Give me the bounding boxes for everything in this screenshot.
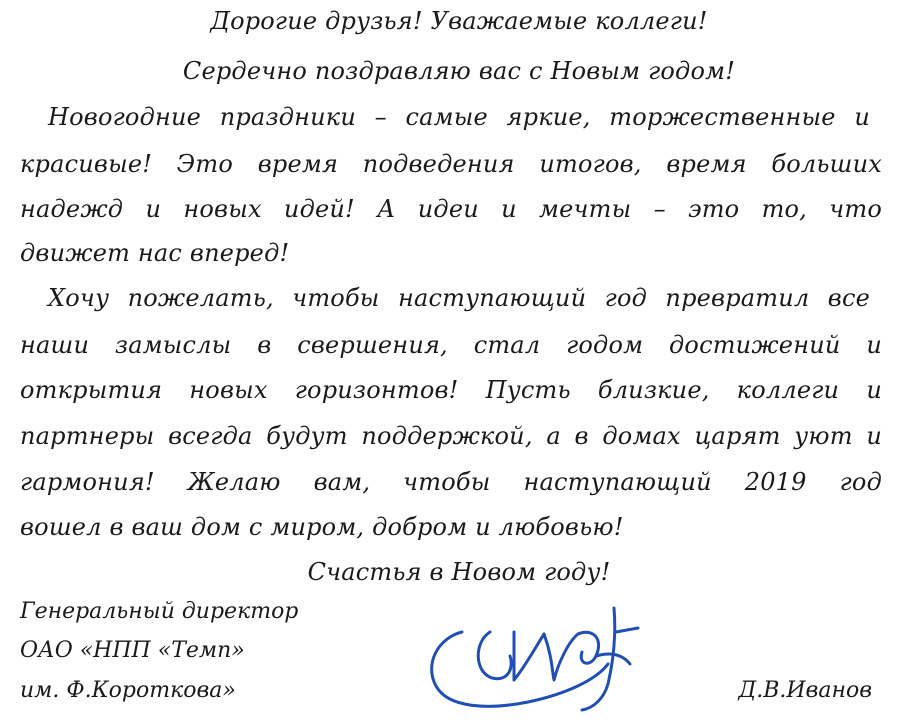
paragraph-2-line-1: Хочу пожелать, чтобы наступающий год превратил все (48, 284, 870, 312)
signer-position: Генеральный директор (20, 599, 299, 624)
greeting-line-2: Сердечно поздравляю вас с Новым годом! (182, 57, 736, 85)
signer-company-name: им. Ф.Короткова» (20, 678, 236, 703)
paragraph-2-line-3: открытия новых горизонтов! Пусть близкие, коллеги и (20, 376, 882, 404)
paragraph-1-line-2: красивые! Это время подведения итогов, время больших (20, 150, 882, 178)
paragraph-2-line-6: вошел в ваш дом с миром, добром и любовью! (20, 513, 624, 541)
paragraph-1-line-1: Новогодние праздники – самые яркие, торжественные и (48, 103, 870, 131)
signer-company: ОАО «НПП «Темп» (20, 638, 245, 663)
handwritten-signature (418, 598, 650, 716)
paragraph-1-line-3: надежд и новых идей! А идеи и мечты – это то, что (20, 195, 882, 223)
paragraph-1-line-4: движет нас вперед! (20, 239, 290, 267)
paragraph-2-line-4: партнеры всегда будут поддержкой, а в домах царят уют и (20, 422, 882, 450)
paragraph-2-line-5: гармония! Желаю вам, чтобы наступающий 2019 год (20, 468, 882, 496)
signer-name: Д.В.Иванов (738, 678, 872, 703)
greeting-line-1: Дорогие друзья! Уважаемые коллеги! (210, 7, 708, 35)
closing-line: Счастья в Новом году! (307, 558, 611, 586)
paragraph-2-line-2: наши замыслы в свершения, стал годом достижений и (20, 331, 882, 359)
